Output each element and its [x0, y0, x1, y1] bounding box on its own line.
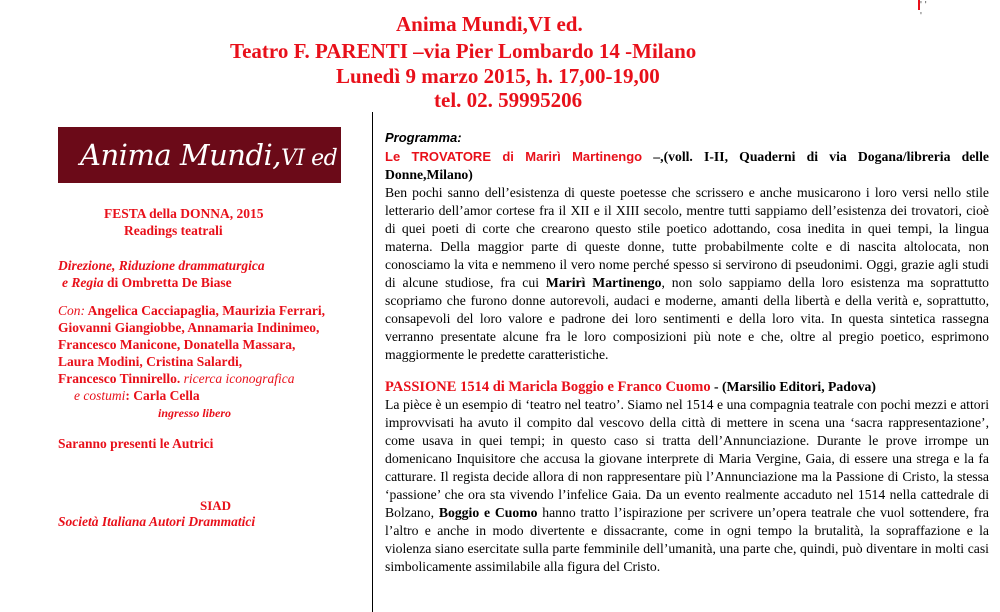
corner-red-bar — [918, 0, 920, 10]
corner-marks: ' ' ' — [920, 0, 927, 22]
ingresso-libero: ingresso libero — [158, 406, 232, 420]
item2-body-authors: Boggio e Cuomo — [438, 505, 538, 520]
item2-block — [385, 378, 989, 576]
item2-body-2: hanno tratto l’ispirazione per scrivere un’opera teatrale che vuol sottendere, fra l’altro e anche in modo divertente e dissacrante, come in ogni tempo la brutalità, la sopraffazione e la violenza siano esercitate sulla parte femminile dell’umanità, una parte che, quindi, può diventare in molti casi simbolicamente assimilabile alla figura del Cristo. — [385, 505, 990, 574]
cast-line-3: Francesco Manicone, Donatella Massara, — [58, 337, 296, 352]
siad-full-name: Società Italiana Autori Drammatici — [58, 514, 256, 529]
ricerca-label: ricerca iconografica — [180, 371, 295, 386]
autrici-note: Saranno presenti le Autrici — [58, 436, 214, 451]
direzione-regia: e Regia — [62, 275, 104, 290]
item1-publication: –,(voll. I-II, Quaderni di via Dogana/libreria delle Donne,Milano) — [385, 149, 989, 182]
item1-body-1: Ben pochi sanno dell’esistenza di queste poetesse che scrissero e anche musicarono i loro versi nello stile letterario dell’amor cortese fra il XII e il XIII secolo, mentre tutti sappiamo dell’esistenza dei trovatori, cioè di quei poeti di corte che crearono questo stile poetico adottando, cosa inedita in quei tempi, la lingua materna. Della maggior parte di queste donne, tutte probabilmente colte e di nascita altolocata, non conosciamo la vita e nemmeno il vero nome perché spesso si servirono di pseudonimi. Oggi, grazie agli studi di alcune studiose, fra cui — [385, 185, 989, 290]
item2-body-1: La pièce è un esempio di ‘teatro nel teatro’. Siamo nel 1514 e una compagnia teatrale con pochi mezzi e attori improvvisati ha avuto il compito dal vescovo della città di mettere in scena una ‘sacra rappresentazione’, come usava in quei tempi; in questo caso si tratta dell’Annunciazione. Durante le prove irrompe un domenicano Inquisitore che accusa la giovane interprete di Maria Vergine, Gaia, di essere una strega e la fa catturare. Il regista decide allora di non rappresentare più l’Annunciazione ma la Passione di Cristo, la stessa ‘passione’ che ora sta vivendo l’infelice Gaia. Da un evento realmente accaduto nel 1514 nella cattedrale di Bolzano, — [385, 397, 989, 520]
header-venue: Teatro F. PARENTI –via Pier Lombardo 14 -Milano — [230, 39, 697, 63]
header-phone: tel. 02. 59995206 — [434, 88, 583, 112]
title-banner-suffix: VI ed — [281, 146, 338, 171]
item2-title: PASSIONE 1514 di Maricla Boggio e Franco Cuomo — [385, 379, 711, 395]
column-divider — [372, 112, 373, 612]
con-label: Con: — [58, 303, 85, 318]
header-datetime: Lunedì 9 marzo 2015, h. 17,00-19,00 — [336, 64, 660, 88]
item2-publication: - (Marsilio Editori, Padova) — [710, 379, 876, 394]
item1-block — [385, 148, 989, 364]
direzione-line-2 — [62, 274, 372, 291]
cast-line-1 — [58, 302, 368, 319]
header-title: Anima Mundi,VI ed. — [396, 12, 583, 36]
direzione-line-1: Direzione, Riduzione drammaturgica — [58, 258, 265, 273]
title-banner-main: Anima Mundi, — [80, 138, 282, 172]
cast-line-4: Laura Modini, Cristina Salardi, — [58, 354, 243, 369]
costumi-label: e costumi — [74, 388, 126, 403]
cast-line-2: Giovanni Giangiobbe, Annamaria Indinimeo, — [58, 320, 320, 335]
festa-heading: FESTA della DONNA, 2015 — [104, 206, 264, 221]
programma-label: Programma: — [385, 130, 462, 145]
item1-title: Le TROVATORE di Marirì Martinengo — [385, 149, 643, 164]
cast-line-5 — [58, 370, 368, 387]
costumi-line — [74, 387, 384, 404]
direzione-name: di Ombretta De Biase — [103, 275, 232, 290]
costumi-name: : Carla Cella — [125, 388, 200, 403]
item1-body-2: , non solo sappiamo della loro esistenza ma soprattutto scopriamo che furono donne autorevoli, audaci e moderne, amanti della libertà e della verità e, soprattutto, consapevoli del loro valore e padrone dei loro sentimenti e della loro vita. In questa sintetica rassegna verranno presentate alcune fra le loro composizioni più note e che, oltre al pregio poetico, esprimono maggiormente le predette caratteristiche. — [385, 275, 989, 362]
corner-decoration — [920, 0, 1000, 22]
cast-names-5: Francesco Tinnirello. — [58, 371, 181, 386]
cast-names-1: Angelica Cacciapaglia, Maurizia Ferrari, — [85, 303, 325, 318]
item1-body-author: Marirì Martinengo — [545, 275, 662, 290]
siad-label: SIAD — [200, 498, 232, 513]
title-banner — [58, 127, 341, 183]
readings-heading: Readings teatrali — [124, 223, 223, 238]
